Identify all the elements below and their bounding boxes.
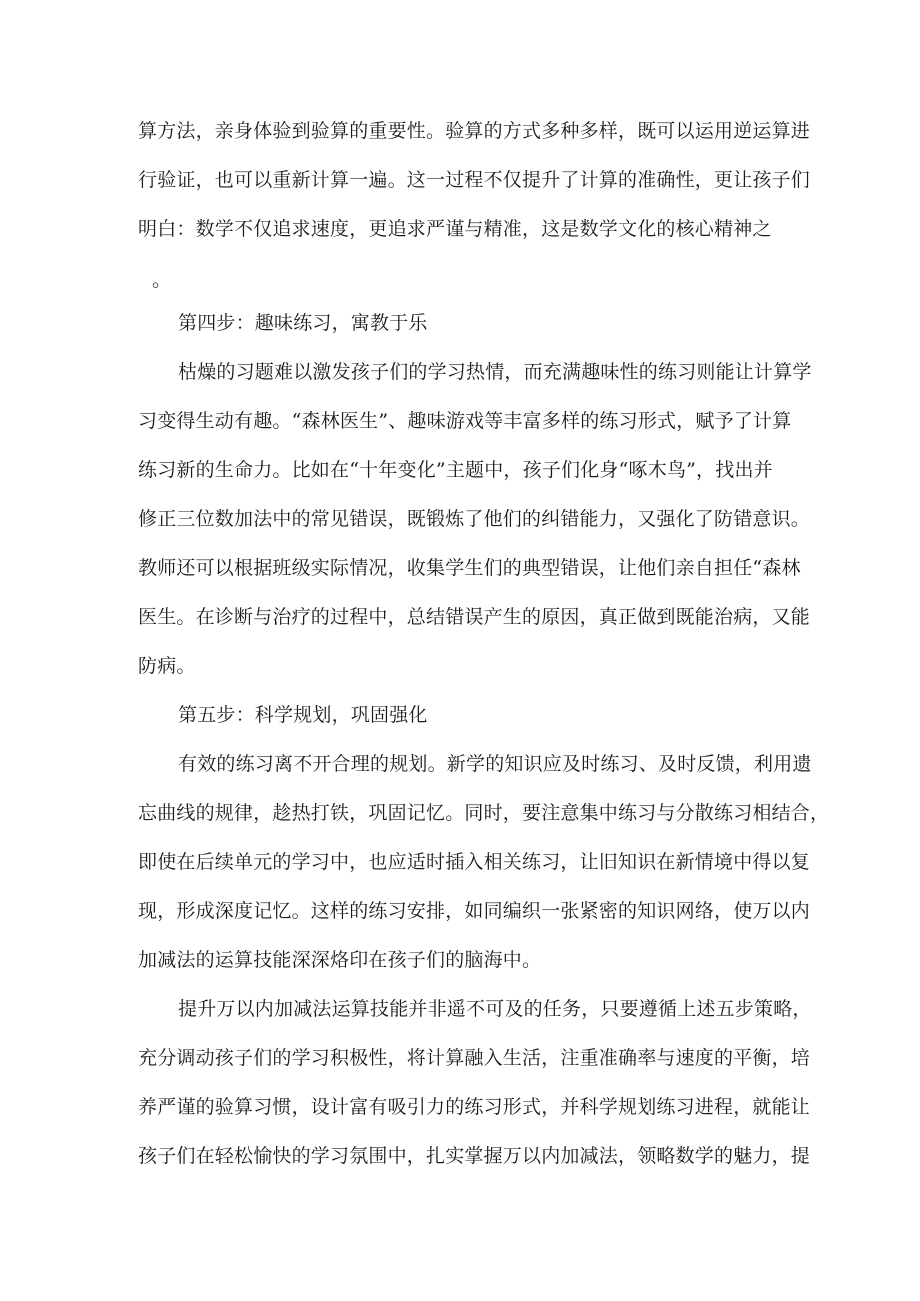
paragraph-line: 教师还可以根据班级实际情况，收集学生们的典型错误，让他们亲自担任“森林 — [138, 557, 801, 579]
paragraph-line: 现，形成深度记忆。这样的练习安排，如同编织一张紧密的知识网络，使万以内 — [138, 900, 811, 922]
paragraph-line: 孩子们在轻松愉快的学习氛围中，扎实掌握万以内加减法，领略数学的魅力，提 — [138, 1145, 811, 1167]
paragraph-line: 枯燥的习题难以激发孩子们的学习热情，而充满趣味性的练习则能让计算学 — [178, 361, 812, 383]
paragraph-line: 练习新的生命力。比如在“十年变化”主题中，孩子们化身“啄木鸟”，找出并 — [138, 459, 773, 481]
paragraph-line: 养严谨的验算习惯，设计富有吸引力的练习形式，并科学规划练习进程，就能让 — [138, 1096, 811, 1118]
section-heading-step5: 第五步：科学规划，巩固强化 — [178, 704, 428, 726]
paragraph-line: 习变得生动有趣。“森林医生”、趣味游戏等丰富多样的练习形式，赋予了计算 — [138, 410, 792, 432]
paragraph-line: 医生。在诊断与治疗的过程中，总结错误产生的原因，真正做到既能治病，又能 — [138, 606, 811, 628]
paragraph-line: 有效的练习离不开合理的规划。新学的知识应及时练习、及时反馈，利用遗 — [178, 753, 812, 775]
paragraph-line: 明白：数学不仅追求速度，更追求严谨与精准，这是数学文化的核心精神之 — [138, 218, 772, 240]
paragraph-line: 加减法的运算技能深深烙印在孩子们的脑海中。 — [138, 949, 542, 971]
paragraph-line: 忘曲线的规律，趁热打铁，巩固记忆。同时，要注意集中练习与分散练习相结合， — [138, 802, 830, 824]
paragraph-line: 。 — [152, 269, 172, 291]
paragraph-line: 算方法，亲身体验到验算的重要性。验算的方式多种多样，既可以运用逆运算进 — [138, 120, 811, 142]
paragraph-line: 修正三位数加法中的常见错误，既锻炼了他们的纠错能力，又强化了防错意识。 — [138, 508, 811, 530]
section-heading-step4: 第四步：趣味练习，寓教于乐 — [178, 312, 428, 334]
paragraph-line: 防病。 — [138, 655, 196, 677]
paragraph-line: 充分调动孩子们的学习积极性，将计算融入生活，注重准确率与速度的平衡，培 — [138, 1047, 811, 1069]
paragraph-line: 即使在后续单元的学习中，也应适时插入相关练习，让旧知识在新情境中得以复 — [138, 851, 811, 873]
paragraph-line: 行验证，也可以重新计算一遍。这一过程不仅提升了计算的准确性，更让孩子们 — [138, 169, 811, 191]
paragraph-line: 提升万以内加减法运算技能并非遥不可及的任务，只要遵循上述五步策略， — [178, 998, 812, 1020]
